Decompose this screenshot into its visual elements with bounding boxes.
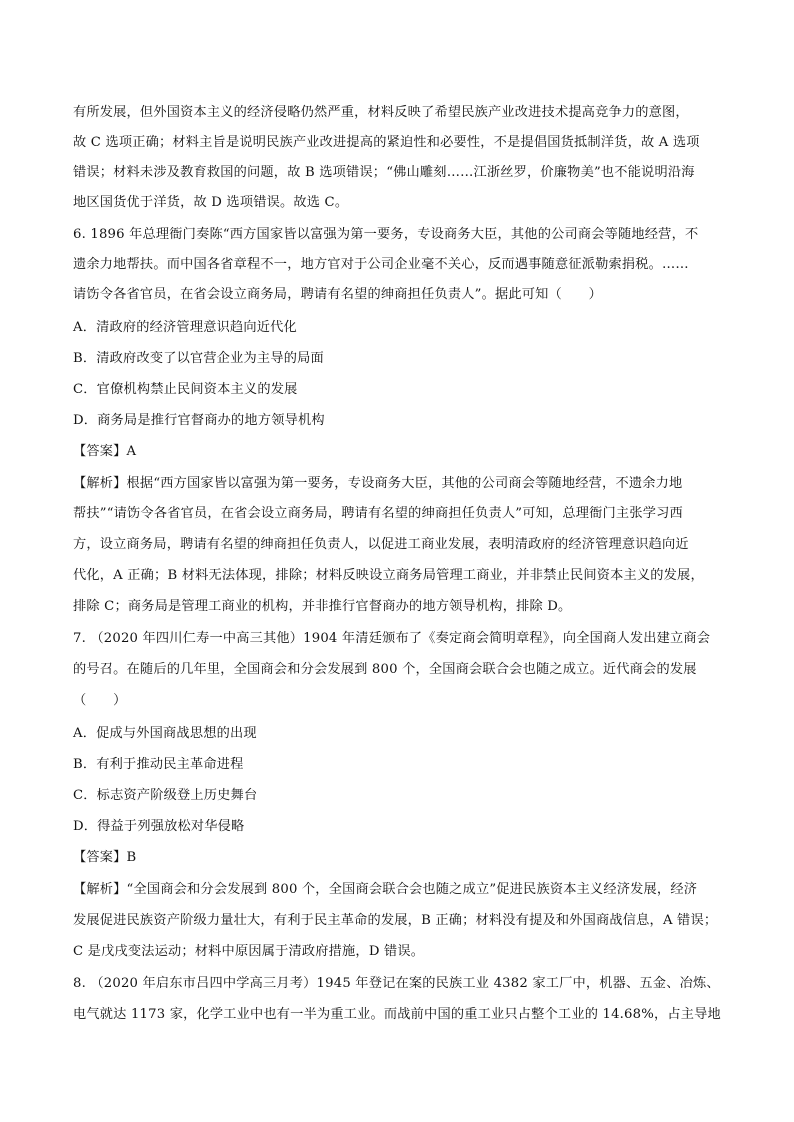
question-7-stem: 的号召。在随后的几年里，全国商会和分会发展到 800 个，全国商会联合会也随之成立。近代商会的发展 <box>73 662 697 677</box>
text-line: 有所发展，但外国资本主义的经济侵略仍然严重，材料反映了希望民族产业改进技术提高竞争力的意图， <box>73 105 689 120</box>
question-6-option-c: C．官僚机构禁止民间资本主义的发展 <box>73 382 298 397</box>
question-6-analysis: 帮扶”“请饬令各省官员，在省会设立商务局，聘请有名望的绅商担任负责人”可知，总理衙门主张学习西 <box>73 506 683 521</box>
question-6-analysis: 排除 C；商务局是管理工商业的机构，并非推行官督商办的地方领导机构，排除 D。 <box>73 599 572 614</box>
question-7-stem: 7. （2020 年四川仁寿一中高三其他）1904 年清廷颁布了《奏定商会简明章程》，向全国商人发出建立商会 <box>73 631 711 646</box>
question-7-option-c: C．标志资产阶级登上历史舞台 <box>73 788 258 803</box>
question-7-analysis: 发展促进民族资产阶级力量壮大，有利于民主革命的发展，B 正确；材料没有提及和外国商战信息，A 错误； <box>73 913 718 928</box>
question-6-option-b: B．清政府改变了以官营企业为主导的局面 <box>73 351 324 366</box>
text-line: 地区国货优于洋货，故 D 选项错误。故选 C。 <box>73 195 349 210</box>
question-6-option-a: A．清政府的经济管理意识趋向近代化 <box>73 320 297 335</box>
question-6-option-d: D．商务局是推行官督商办的地方领导机构 <box>73 413 325 428</box>
question-6-answer: 【答案】A <box>73 444 137 459</box>
question-6-analysis: 代化，A 正确；B 材料无法体现，排除；材料反映设立商务局管理工商业，并非禁止民间资本主义的发展， <box>73 568 704 583</box>
question-7-stem: （ ） <box>73 693 127 708</box>
text-line: 故 C 选项正确；材料主旨是说明民族产业改进提高的紧迫性和必要性，不是提倡国货抵制洋货，故 A 选项 <box>73 135 700 150</box>
text-line: 错误；材料未涉及教育救国的问题，故 B 选项错误；“佛山雕刻……江浙丝罗，价廉物美”也不能说明沿海 <box>73 165 695 180</box>
question-8-stem: 8. （2020 年启东市吕四中学高三月考）1945 年登记在案的民族工业 4382 家工厂中，机器、五金、冶炼、 <box>73 976 720 991</box>
question-7-option-a: A．促成与外国商战思想的出现 <box>73 726 257 741</box>
question-6-stem: 6. 1896 年总理衙门奏陈“西方国家皆以富强为第一要务，专设商务大臣，其他的公司商会等随地经营，不 <box>73 227 699 242</box>
question-8-stem: 电气就达 1173 家，化学工业中也有一半为重工业。而战前中国的重工业只占整个工业的 14.68%，占主导地 <box>73 1007 721 1022</box>
question-6-stem: 请饬令各省官员，在省会设立商务局，聘请有名望的绅商担任负责人”。据此可知（ ） <box>73 287 603 302</box>
question-7-analysis: 【解析】“全国商会和分会发展到 800 个，全国商会联合会也随之成立”促进民族资本主义经济发展，经济 <box>73 882 698 897</box>
question-7-analysis: C 是戊戌变法运动；材料中原因属于清政府措施，D 错误。 <box>73 944 425 959</box>
question-7-option-b: B．有利于推动民主革命进程 <box>73 757 244 772</box>
question-7-answer: 【答案】B <box>73 850 137 865</box>
question-6-analysis: 方，设立商务局，聘请有名望的绅商担任负责人，以促进工商业发展，表明清政府的经济管理意识趋向近 <box>73 537 689 552</box>
question-7-option-d: D．得益于列强放松对华侵略 <box>73 819 245 834</box>
question-6-stem: 遗余力地帮扶。而中国各省章程不一，地方官对于公司企业毫不关心，反而遇事随意征派勒索捐税。…… <box>73 257 689 272</box>
question-6-analysis: 【解析】根据“西方国家皆以富强为第一要务，专设商务大臣，其他的公司商会等随地经营，不遗余力地 <box>73 476 683 491</box>
